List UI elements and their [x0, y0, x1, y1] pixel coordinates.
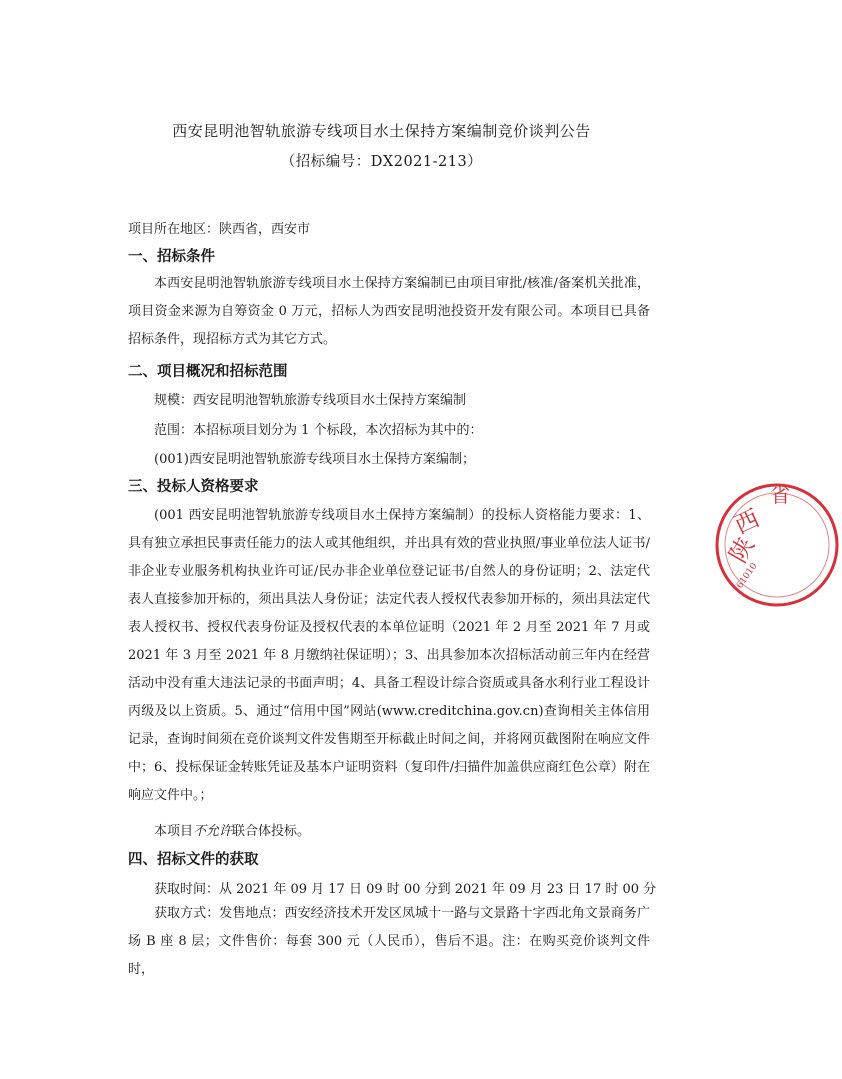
obtain-method: 获取方式：发售地点：西安经济技术开发区凤城十一路与文景路十字西北角文景商务广场 B 座 8 层；文件售价：每套 300 元（人民币），售后不退。注：在购买竞价谈判文件时，	[128, 906, 650, 977]
qualification-paragraph: (001 西安昆明池智轨旅游专线项目水土保持方案编制）的投标人资格能力要求：1、具有独立承担民事责任能力的法人或其他组织，并出具有效的营业执照/事业单位法人证书/非企业专业服务机构执业许可证/民办非企业单位登记证书/自然人的身份证明；2、法定代表人直接参加开标的，须出具法人身份证；法定代表人授权代表参加开标的，须出具法定代表人授权书、授权代表身份证及授权代表的本单位证明（2021 年 2 月至 2021 年 7 月或 2021 年 3 月至 2021 年 8 月缴纳社保证明）；3、出具参加本次招标活动前三年内在经营活动中没有重大违法记录的书面声明；4、具备工程设计综合资质或具备水利行业工程设计丙级及以上资质。5、通过“信用中国”网站(www.creditchina.gov.cn)查询相关主体信用记录，查询时间须在竞价谈判文件发售期至开标截止时间之间，并将网页截图附在响应文件中；6、投标保证金转账凭证及基本户证明资料（复印件/扫描件加盖供应商红色公章）附在响应文件中。；	[128, 508, 650, 803]
lot-line: (001)西安昆明池智轨旅游专线项目水土保持方案编制；	[154, 452, 475, 467]
section-heading-3: 三、投标人资格要求	[128, 479, 259, 495]
obtain-time: 获取时间：从 2021 年 09 月 17 日 09 时 00 分到 2021 年 09 月 23 日 17 时 00 分	[154, 882, 657, 897]
scale-line: 规模：西安昆明池智轨旅游专线项目水土保持方案编制	[154, 393, 467, 408]
project-location: 项目所在地区：陕西省，西安市	[128, 222, 311, 237]
section-1-paragraph: 本西安昆明池智轨旅游专线项目水土保持方案编制已由项目审批/核准/备案机关批准，项目资金来源为自筹资金 0 万元，招标人为西安昆明池投资开发有限公司。本项目已具备招标条件，现招标方式为其它方式。	[128, 276, 650, 347]
seal-char-2: 西	[730, 504, 764, 540]
section-heading-4: 四、招标文件的获取	[128, 852, 259, 868]
seal-char-3: 省	[770, 483, 790, 507]
consortium-emphasis: 不允许	[193, 824, 233, 839]
scope-line: 范围：本招标项目划分为 1 个标段，本次招标为其中的：	[154, 423, 483, 438]
document-title: 西安昆明池智轨旅游专线项目水土保持方案编制竞价谈判公告	[172, 122, 591, 140]
seal-number: 61010	[734, 561, 760, 591]
section-heading-2: 二、项目概况和招标范围	[128, 364, 288, 380]
consortium-line: 本项目不允许联合体投标。	[154, 824, 311, 839]
section-heading-1: 一、招标条件	[128, 249, 215, 265]
seal-char-1: 陕	[723, 532, 761, 568]
bid-number: （招标编号：DX2021-213）	[280, 154, 483, 170]
red-seal-stamp	[712, 480, 842, 610]
